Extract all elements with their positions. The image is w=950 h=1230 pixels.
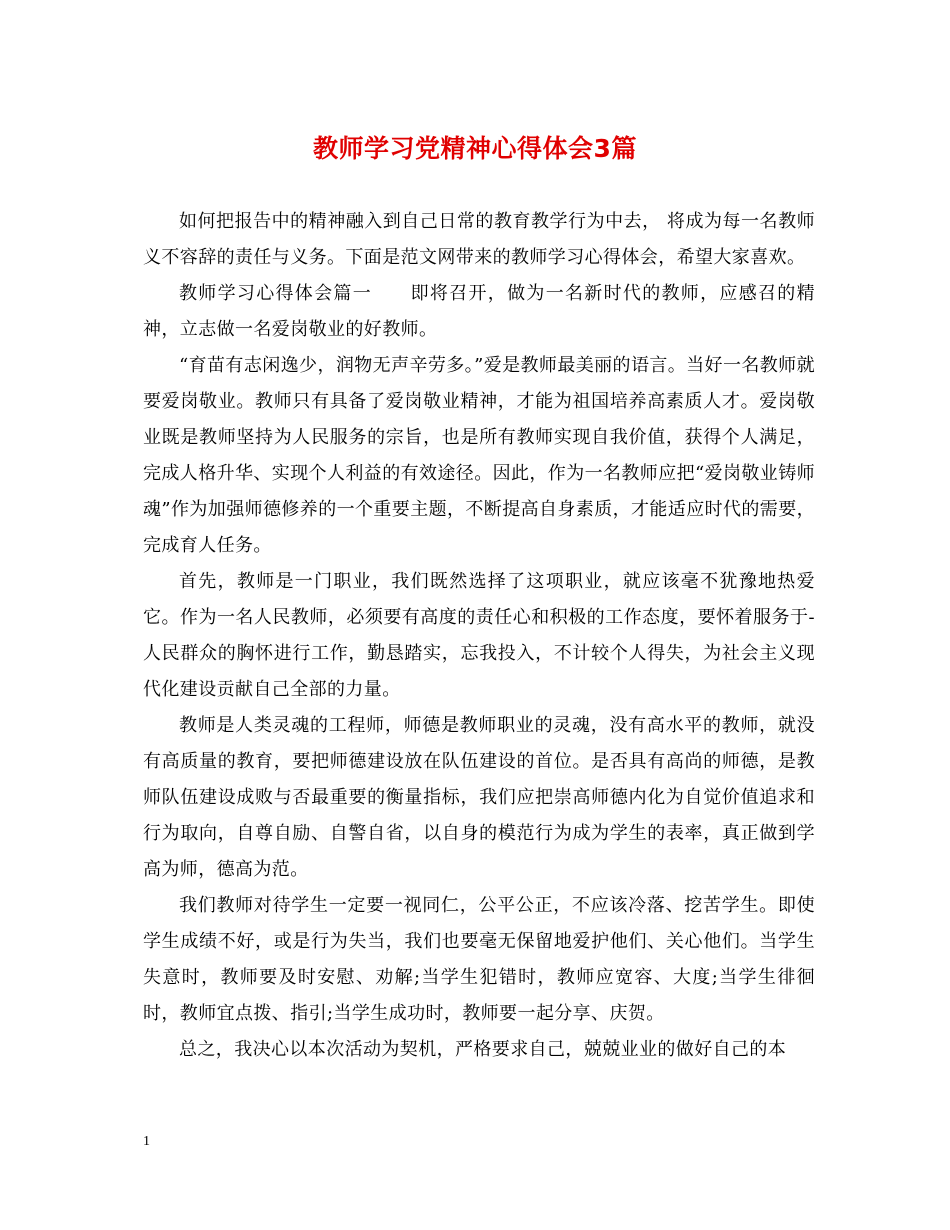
- paragraph-teacher-ethics: 教师是人类灵魂的工程师，师德是教师职业的灵魂，没有高水平的教师，就没有高质量的教育，要把师德建设放在队伍建设的首位。是否具有高尚的师德，是教师队伍建设成败与否最重要的衡量指标，我们应把崇高师德内化为自觉价值追求和行为取向，自尊自励、自警自省，以自身的模范行为成为学生的表率，真正做到学高为师，德高为范。: [143, 715, 815, 880]
- paragraph-intro: 如何把报告中的精神融入到自己日常的教育教学行为中去， 将成为每一名教师义不容辞的责任与义务。下面是范文网带来的教师学习心得体会，希望大家喜欢。: [143, 211, 815, 268]
- document-title: 教师学习党精神心得体会3篇: [313, 134, 637, 163]
- page-number: 1: [143, 1134, 150, 1149]
- paragraph-section-one-heading: 教师学习心得体会篇一 即将召开，做为一名新时代的教师，应感召的精神，立志做一名爱岗敬业的好教师。: [143, 283, 815, 340]
- paragraph-first: 首先，教师是一门职业，我们既然选择了这项职业，就应该毫不犹豫地热爱它。作为一名人民教师，必须要有高度的责任心和积极的工作态度，要怀着服务于-人民群众的胸怀进行工作，勤恳踏实，忘我投入，不计较个人得失，为社会主义现代化建设贡献自己全部的力量。: [143, 571, 815, 700]
- paragraph-love-job: “育苗有志闲逸少，润物无声辛劳多。”爱是教师最美丽的语言。当好一名教师就要爱岗敬业。教师只有具备了爱岗敬业精神，才能为祖国培养高素质人才。爱岗敬业既是教师坚持为人民服务的宗旨，也是所有教师实现自我价值，获得个人满足，完成人格升华、实现个人利益的有效途径。因此，作为一名教师应把“爱岗敬业铸师魂”作为加强师德修养的一个重要主题，不断提高自身素质，才能适应时代的需要，完成育人任务。: [143, 355, 815, 556]
- document-body: [143, 204, 815, 1068]
- paragraph-conclusion: 总之，我决心以本次活动为契机，严格要求自己，兢兢业业的做好自己的本: [179, 1039, 787, 1060]
- paragraph-treat-students: 我们教师对待学生一定要一视同仁，公平公正，不应该冷落、挖苦学生。即使学生成绩不好，或是行为失当，我们也要毫无保留地爱护他们、关心他们。当学生失意时，教师要及时安慰、劝解;当学生犯错时，教师应宽容、大度;当学生徘徊时，教师宜点拨、指引;当学生成功时，教师要一起分享、庆贺。: [143, 895, 815, 1024]
